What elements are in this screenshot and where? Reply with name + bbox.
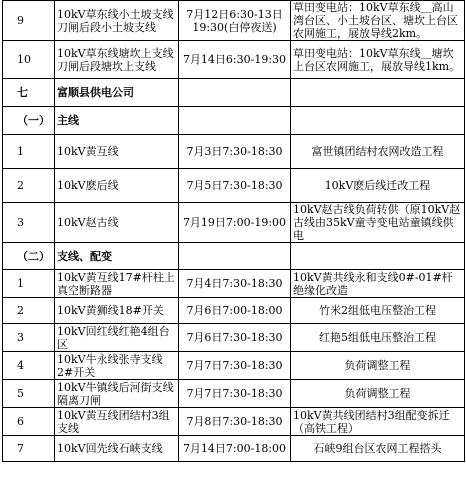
line-name-cell: 10kV黄互线17#杆柱上真空断路器 — [55, 270, 179, 298]
work-content-cell — [291, 79, 465, 107]
line-name-cell: 10kV牛镇线后河街支线隔离刀闸 — [55, 380, 179, 408]
table-row — [3, 169, 465, 203]
line-name-cell: 10kV草东线塘坎上支线刀闸后段塘坎上支线 — [55, 41, 179, 79]
work-content-cell: 石峡9组台区农网工程搭头 — [291, 436, 465, 462]
row-number-cell: 5 — [3, 380, 55, 408]
table-row — [3, 408, 465, 436]
line-name-cell: 10kV草东线小土坡支线刀闸后段小土坡支线 — [55, 1, 179, 41]
outage-time-cell: 7月7日7:30-18:30 — [179, 380, 291, 408]
work-content-cell: 草田变电站：10kV草东线＿塘坎上台区农网施工，展放导线1km。 — [291, 41, 465, 79]
work-content-cell: 红艳5组低电压整治工程 — [291, 324, 465, 352]
table-row — [3, 270, 465, 298]
table-row — [3, 41, 465, 79]
outage-time-cell: 7月14日7:00-18:00 — [179, 436, 291, 462]
work-content-cell: 负荷调整工程 — [291, 352, 465, 380]
table-row — [3, 298, 465, 324]
row-number-cell: 1 — [3, 135, 55, 169]
outage-time-cell: 7月19日7:00-19:00 — [179, 203, 291, 243]
row-number-cell: （二） — [3, 243, 55, 270]
work-content-cell — [291, 107, 465, 135]
work-content-cell: 10kV黄共线永和支线0#-01#杆绝缘化改造 — [291, 270, 465, 298]
row-number-cell: 七 — [3, 79, 55, 107]
row-number-cell: （一） — [3, 107, 55, 135]
table-row — [3, 203, 465, 243]
table-row — [3, 324, 465, 352]
outage-schedule-table — [2, 0, 465, 462]
table-row — [3, 1, 465, 41]
outage-time-cell: 7月4日7:30-18:30 — [179, 270, 291, 298]
line-name-cell: 支线、配变 — [55, 243, 179, 270]
row-number-cell: 1 — [3, 270, 55, 298]
work-content-cell: 草田变电站：10kV草东线＿高山湾台区、小土坡台区、塘坎上台区农网施工，展放导线2km。 — [291, 1, 465, 41]
outage-time-cell: 7月5日7:30-18:30 — [179, 169, 291, 203]
line-name-cell: 10kV回红线红艳4组台区 — [55, 324, 179, 352]
outage-time-cell: 7月6日7:00-18:00 — [179, 298, 291, 324]
work-content-cell: 10kV黄共线团结村3组配变拆迁（高铁工程） — [291, 408, 465, 436]
line-name-cell: 10kV牛永线张寺支线2#开关 — [55, 352, 179, 380]
outage-time-cell — [179, 107, 291, 135]
row-number-cell: 4 — [3, 352, 55, 380]
table-row — [3, 380, 465, 408]
outage-time-cell: 7月6日7:30-18:30 — [179, 324, 291, 352]
row-number-cell: 7 — [3, 436, 55, 462]
line-name-cell: 10kV黄互线 — [55, 135, 179, 169]
section-row — [3, 243, 465, 270]
line-name-cell: 10kV麽后线 — [55, 169, 179, 203]
work-content-cell: 负荷调整工程 — [291, 380, 465, 408]
work-content-cell: 富世镇团结村农网改造工程 — [291, 135, 465, 169]
work-content-cell — [291, 243, 465, 270]
work-content-cell: 10kV赵古线负荷转供（原10kV赵古线由35kV童寺变电站童镇线供电 — [291, 203, 465, 243]
outage-time-cell: 7月14日6:30-19:30 — [179, 41, 291, 79]
row-number-cell: 2 — [3, 298, 55, 324]
outage-time-cell: 7月7日7:30-18:30 — [179, 352, 291, 380]
row-number-cell: 3 — [3, 324, 55, 352]
outage-time-cell — [179, 243, 291, 270]
section-row — [3, 107, 465, 135]
line-name-cell: 10kV黄互线团结村3组支线 — [55, 408, 179, 436]
section-row — [3, 79, 465, 107]
work-content-cell: 竹米2组低电压整治工程 — [291, 298, 465, 324]
row-number-cell: 6 — [3, 408, 55, 436]
outage-time-cell: 7月3日7:30-18:30 — [179, 135, 291, 169]
outage-time-cell: 7月8日7:30-18:30 — [179, 408, 291, 436]
row-number-cell: 3 — [3, 203, 55, 243]
table-row — [3, 135, 465, 169]
line-name-cell: 主线 — [55, 107, 179, 135]
line-name-cell: 10kV黄狮线18#开关 — [55, 298, 179, 324]
table-row — [3, 436, 465, 462]
row-number-cell: 10 — [3, 41, 55, 79]
row-number-cell: 9 — [3, 1, 55, 41]
line-name-cell: 10kV赵古线 — [55, 203, 179, 243]
outage-time-cell: 7月12日6:30-13日19:30(白停夜送) — [179, 1, 291, 41]
outage-time-cell — [179, 79, 291, 107]
table-row — [3, 352, 465, 380]
line-name-cell: 富顺县供电公司 — [55, 79, 179, 107]
row-number-cell: 2 — [3, 169, 55, 203]
line-name-cell: 10kV回先线石峡支线 — [55, 436, 179, 462]
work-content-cell: 10kV麽后线迁改工程 — [291, 169, 465, 203]
